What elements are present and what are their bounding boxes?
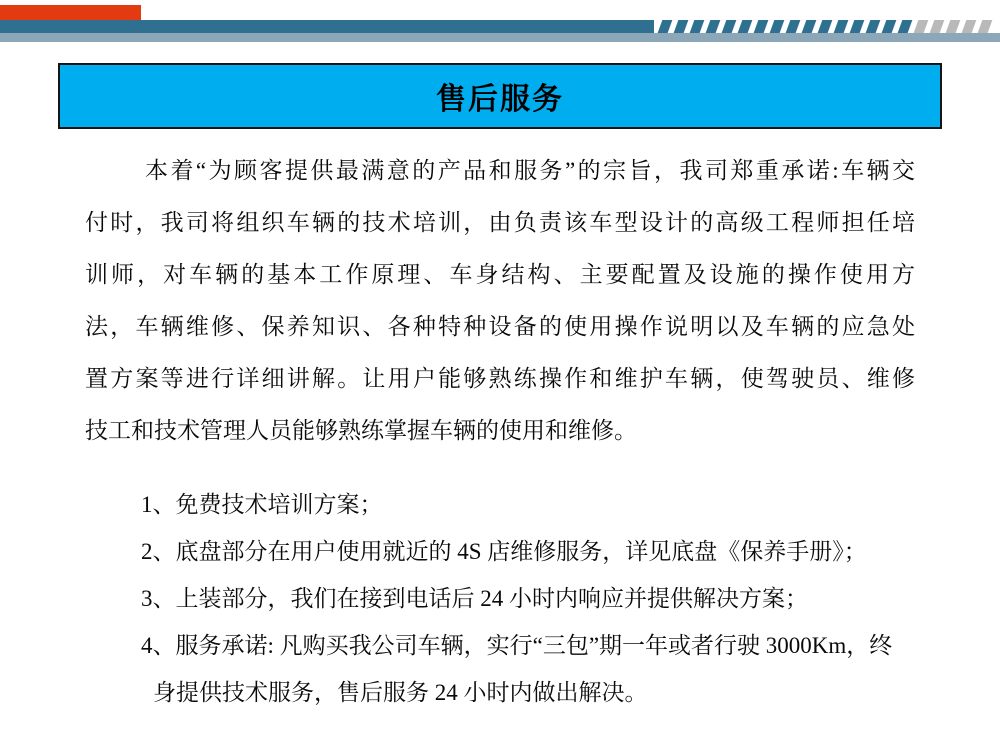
list-item-continuation: 身提供技术服务，售后服务 24 小时内做出解决。 (153, 680, 648, 705)
service-list (85, 481, 915, 716)
stripe (722, 20, 737, 33)
stripe (834, 20, 849, 33)
paragraph-line: 付时，我司将组织车辆的技术培训，由负责该车型设计的高级工程师担任培 (85, 210, 915, 235)
header-red-bar (0, 5, 141, 20)
service-paragraph (85, 145, 915, 457)
stripe-gray (914, 20, 929, 33)
stripe-gray (978, 20, 993, 33)
slide-title-bar (58, 63, 942, 129)
paragraph-line: 技工和技术管理人员能够熟练掌握车辆的使用和维修。 (85, 418, 637, 443)
stripe (898, 20, 913, 33)
stripe (802, 20, 817, 33)
header-teal-bar (0, 20, 1000, 33)
stripe (866, 20, 881, 33)
stripe-gray (946, 20, 961, 33)
stripe (850, 20, 865, 33)
stripe (882, 20, 897, 33)
stripe (786, 20, 801, 33)
stripe (674, 20, 689, 33)
slide-body (85, 145, 915, 716)
stripe (706, 20, 721, 33)
stripe (738, 20, 753, 33)
slide-title: 售后服务 (436, 83, 564, 116)
stripe-gray (962, 20, 977, 33)
list-item: 4、服务承诺: 凡购买我公司车辆，实行“三包”期一年或者行驶 3000Km，终 (141, 633, 893, 658)
paragraph-line: 训师，对车辆的基本工作原理、车身结构、主要配置及设施的操作使用方 (85, 262, 915, 287)
list-item: 2、底盘部分在用户使用就近的 4S 店维修服务，详见底盘《保养手册》； (141, 539, 867, 564)
paragraph-line: 置方案等进行详细讲解。让用户能够熟练操作和维护车辆，使驾驶员、维修 (85, 366, 915, 391)
stripe-gray (930, 20, 945, 33)
stripe (754, 20, 769, 33)
paragraph-line: 本着“为顾客提供最满意的产品和服务”的宗旨，我司郑重承诺:车辆交 (145, 158, 915, 183)
stripe (818, 20, 833, 33)
paragraph-line: 法，车辆维修、保养知识、各种特种设备的使用操作说明以及车辆的应急处 (85, 314, 915, 339)
stripe (658, 20, 673, 33)
list-item: 3、上装部分，我们在接到电话后 24 小时内响应并提供解决方案； (141, 586, 808, 611)
header-light-bar (0, 33, 1000, 42)
header-band (0, 0, 1000, 42)
list-item: 1、免费技术培训方案； (141, 492, 383, 517)
header-diagonal-stripes (654, 20, 1000, 33)
stripe (690, 20, 705, 33)
stripe (770, 20, 785, 33)
